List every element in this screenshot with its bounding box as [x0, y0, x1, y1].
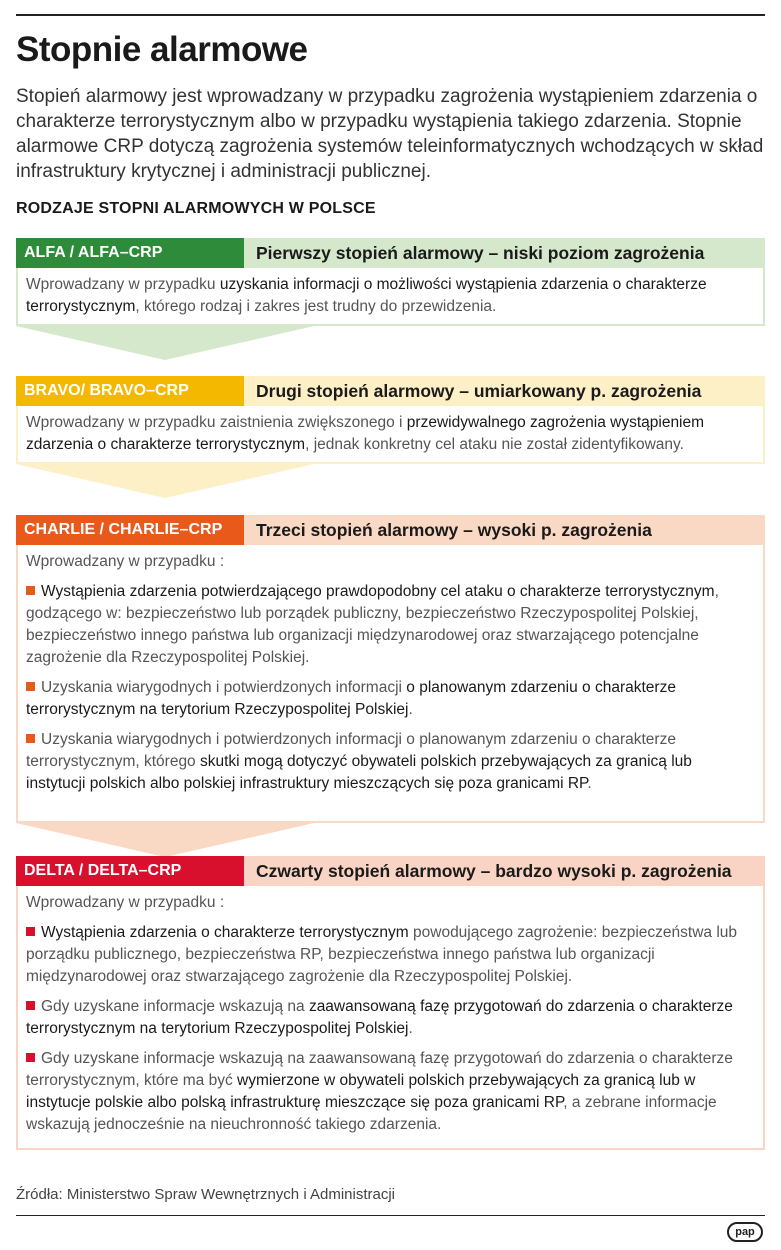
level-charlie-item-3: Uzyskania wiarygodnych i potwierdzonych informacji o planowanym zdarzeniu o charakterze terrorystycznym, którego skutki mogą dotyczyć obywateli polskich przebywających za granicą lub instytucji polskich albo polskiej infrastruktury mieszczących się poza granicami RP.	[26, 731, 692, 792]
arrow-bravo-to-charlie	[16, 464, 314, 498]
pap-logo: pap	[727, 1222, 763, 1242]
bullet-square-icon	[26, 586, 35, 595]
level-delta-item-2: Gdy uzyskane informacje wskazują na zaawansowaną fazę przygotowań do zdarzenia o charakterze terrorystycznym na terytorium Rzeczypospolitej Polskiej.	[26, 998, 733, 1037]
level-delta-title: Czwarty stopień alarmowy – bardzo wysoki p. zagrożenia	[244, 856, 765, 886]
level-delta-tag: DELTA / DELTA–CRP	[16, 856, 244, 886]
level-charlie-title: Trzeci stopień alarmowy – wysoki p. zagrożenia	[244, 515, 765, 545]
level-delta-item-1: Wystąpienia zdarzenia o charakterze terrorystycznym powodującego zagrożenie: bezpieczeństwa lub porządku publicznego, bezpieczeństwa RP, bezpieczeństwa innego państwa lub organizacji międzynarodowej oraz stwarzającego zagrożenie dla Rzeczypospolitej Polskiej.	[26, 924, 738, 985]
level-bravo-description: Wprowadzany w przypadku zaistnienia zwiększonego i przewidywalnego zagrożenia wystąpieniem zdarzenia o charakterze terrorystycznym, jednak konkretny cel ataku nie został zidentyfikowany.	[16, 406, 765, 464]
level-delta-header	[16, 856, 765, 886]
level-charlie-tag: CHARLIE / CHARLIE–CRP	[16, 515, 244, 545]
level-delta-item-3: Gdy uzyskane informacje wskazują na zaawansowaną fazę przygotowań do zdarzenia o charakterze terrorystycznym, które ma być wymierzone w obywateli polskich przebywających za granicą lub w instytucje polskie albo polską infrastrukturę mieszczące się poza granicami RP, a zebrane informacje wskazują jednocześnie na nieuchronność takiego zdarzenia.	[26, 1050, 733, 1133]
bullet-square-icon	[26, 734, 35, 743]
top-rule	[16, 14, 765, 16]
level-alfa	[16, 238, 765, 326]
arrow-charlie-to-delta	[16, 823, 314, 857]
bottom-rule	[16, 1215, 765, 1216]
arrow-alfa-to-bravo	[16, 326, 314, 360]
level-delta-description	[16, 886, 765, 1150]
level-bravo-title: Drugi stopień alarmowy – umiarkowany p. zagrożenia	[244, 376, 765, 406]
level-charlie-description	[16, 545, 765, 823]
level-alfa-title: Pierwszy stopień alarmowy – niski poziom zagrożenia	[244, 238, 765, 268]
level-alfa-description: Wprowadzany w przypadku uzyskania informacji o możliwości wystąpienia zdarzenia o charakterze terrorystycznym, którego rodzaj i zakres jest trudny do przewidzenia.	[16, 268, 765, 326]
level-charlie-item-1: Wystąpienia zdarzenia potwierdzającego prawdopodobny cel ataku o charakterze terrorystycznym, godzącego w: bezpieczeństwo lub porządek publiczny, bezpieczeństwo Rzeczypospolitej Polskiej, bezpieczeństwo innego państwa lub organizacji międzynarodowej oraz stwarzającego potencjalne zagrożenie dla Rzeczypospolitej Polskiej.	[26, 583, 719, 666]
bullet-square-icon	[26, 927, 35, 936]
level-charlie-lead: Wprowadzany w przypadku :	[26, 553, 225, 570]
level-bravo	[16, 376, 765, 464]
level-alfa-header	[16, 238, 765, 268]
bullet-square-icon	[26, 682, 35, 691]
level-charlie-header	[16, 515, 765, 545]
level-alfa-tag: ALFA / ALFA–CRP	[16, 238, 244, 268]
level-delta	[16, 856, 765, 1150]
level-bravo-header	[16, 376, 765, 406]
source-note: Źródła: Ministerstwo Spraw Wewnętrznych i Administracji	[16, 1186, 396, 1203]
level-charlie-item-2: Uzyskania wiarygodnych i potwierdzonych informacji o planowanym zdarzeniu o charakterze terrorystycznym na terytorium Rzeczypospolitej Polskiej.	[26, 679, 676, 718]
intro-text: Stopień alarmowy jest wprowadzany w przypadku zagrożenia wystąpieniem zdarzenia o charakterze terrorystycznym albo w przypadku wystąpienia takiego zdarzenia. Stopnie alarmowe CRP dotyczą zagrożenia systemów teleinformatycznych wchodzących w skład infrastruktury krytycznej i administracji publicznej.	[16, 86, 764, 182]
bullet-square-icon	[26, 1053, 35, 1062]
page-title: Stopnie alarmowe	[16, 30, 308, 69]
level-bravo-tag: BRAVO/ BRAVO–CRP	[16, 376, 244, 406]
bullet-square-icon	[26, 1001, 35, 1010]
section-subheading: RODZAJE STOPNI ALARMOWYCH W POLSCE	[16, 200, 376, 217]
level-delta-lead: Wprowadzany w przypadku :	[26, 894, 225, 911]
level-charlie	[16, 515, 765, 823]
